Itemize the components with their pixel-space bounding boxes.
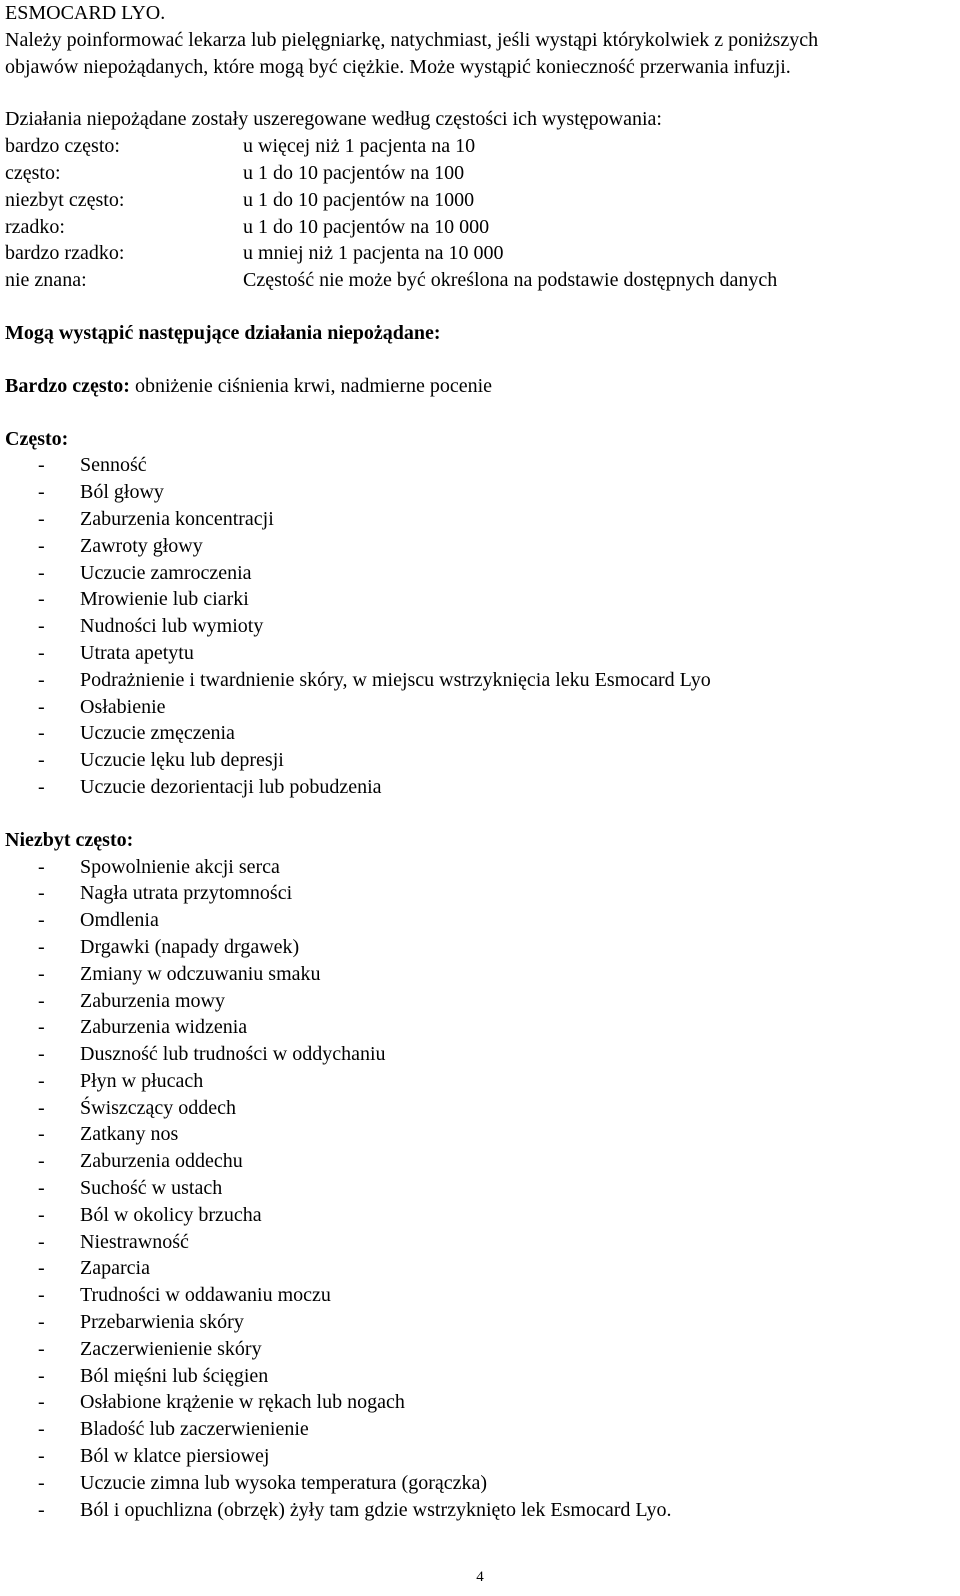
list-item-text: Ból w klatce piersiowej (80, 1445, 270, 1468)
list-item (5, 1175, 955, 1202)
list-item (5, 479, 955, 506)
dash-bullet: - (38, 775, 45, 798)
frequency-row (5, 267, 955, 294)
frequency-section (5, 106, 955, 294)
list-item (5, 1443, 955, 1470)
common-effects-list (5, 452, 955, 800)
list-item-text: Przebarwienia skóry (80, 1311, 244, 1334)
dash-bullet: - (38, 1043, 45, 1066)
list-item (5, 774, 955, 801)
dash-bullet: - (38, 962, 45, 985)
dash-bullet: - (38, 935, 45, 958)
dash-bullet: - (38, 1123, 45, 1146)
list-item (5, 988, 955, 1015)
dash-bullet: - (38, 909, 45, 932)
dash-bullet: - (38, 1177, 45, 1200)
list-item-text: Zaburzenia widzenia (80, 1016, 248, 1039)
common-heading: Często: (5, 427, 69, 450)
list-item (5, 1014, 955, 1041)
list-item-text: Uczucie zmęczenia (80, 722, 235, 745)
list-item-text: Zaparcia (80, 1257, 150, 1280)
dash-bullet: - (38, 1230, 45, 1253)
frequency-desc: Częstość nie może być określona na podstawie dostępnych danych (243, 269, 778, 292)
list-item-text: Zaburzenia mowy (80, 989, 225, 1012)
list-item-text: Osłabienie (80, 695, 166, 718)
list-item-text: Nudności lub wymioty (80, 615, 264, 638)
list-item-text: Drgawki (napady drgawek) (80, 935, 300, 958)
dash-bullet: - (38, 481, 45, 504)
dash-bullet: - (38, 989, 45, 1012)
dash-bullet: - (38, 1471, 45, 1494)
uncommon-effects-list (5, 854, 955, 1524)
list-item-text: Bladość lub zaczerwienienie (80, 1418, 309, 1441)
list-item (5, 1282, 955, 1309)
dash-bullet: - (38, 1257, 45, 1280)
list-item (5, 1255, 955, 1282)
list-item-text: Suchość w ustach (80, 1177, 223, 1200)
dash-bullet: - (38, 882, 45, 905)
uncommon-heading: Niezbyt często: (5, 828, 134, 851)
list-item (5, 613, 955, 640)
frequency-desc: u mniej niż 1 pacjenta na 10 000 (243, 242, 504, 265)
list-item-text: Uczucie zimna lub wysoka temperatura (gorączka) (80, 1471, 488, 1494)
list-item-text: Zaczerwienienie skóry (80, 1337, 262, 1360)
list-item (5, 667, 955, 694)
list-item-text: Podrażnienie i twardnienie skóry, w miejscu wstrzyknięcia leku Esmocard Lyo (80, 668, 711, 691)
list-item (5, 452, 955, 479)
frequency-term: niezbyt często: (5, 188, 125, 211)
page-number: 4 (476, 1569, 484, 1585)
dash-bullet: - (38, 1150, 45, 1173)
list-item-text: Zatkany nos (80, 1123, 179, 1146)
very-common-text: obniżenie ciśnienia krwi, nadmierne pocenie (129, 374, 493, 397)
list-item (5, 1041, 955, 1068)
frequency-row (5, 240, 955, 267)
frequency-term: bardzo często: (5, 135, 120, 158)
frequency-term: bardzo rzadko: (5, 242, 125, 265)
list-item-text: Zaburzenia oddechu (80, 1150, 243, 1173)
dash-bullet: - (38, 1337, 45, 1360)
list-item-text: Zaburzenia koncentracji (80, 507, 274, 530)
list-item (5, 880, 955, 907)
dash-bullet: - (38, 1498, 45, 1521)
list-item-text: Nagła utrata przytomności (80, 882, 293, 905)
list-item-text: Duszność lub trudności w oddychaniu (80, 1043, 386, 1066)
list-item (5, 907, 955, 934)
dash-bullet: - (38, 1096, 45, 1119)
dash-bullet: - (38, 1418, 45, 1441)
dash-bullet: - (38, 722, 45, 745)
dash-bullet: - (38, 749, 45, 772)
list-item (5, 934, 955, 961)
title-line: ESMOCARD LYO. (5, 2, 166, 24)
list-item-text: Omdlenia (80, 909, 159, 932)
dash-bullet: - (38, 695, 45, 718)
list-item (5, 1470, 955, 1497)
list-item-text: Utrata apetytu (80, 641, 194, 664)
list-item (5, 1309, 955, 1336)
list-item (5, 1095, 955, 1122)
list-item (5, 1497, 955, 1524)
list-item-text: Osłabione krążenie w rękach lub nogach (80, 1391, 405, 1414)
list-item (5, 506, 955, 533)
list-item (5, 640, 955, 667)
frequency-table (5, 133, 955, 294)
list-item (5, 720, 955, 747)
very-common-label: Bardzo często: (5, 374, 130, 397)
list-item-text: Uczucie lęku lub depresji (80, 749, 284, 772)
list-item (5, 1068, 955, 1095)
list-item (5, 1229, 955, 1256)
frequency-row (5, 187, 955, 214)
dash-bullet: - (38, 1069, 45, 1092)
list-item-text: Uczucie zamroczenia (80, 561, 252, 584)
frequency-term: rzadko: (5, 215, 65, 238)
frequency-intro: Działania niepożądane zostały uszeregowane według częstości ich występowania: (5, 108, 662, 131)
dash-bullet: - (38, 1364, 45, 1387)
list-item (5, 560, 955, 587)
list-item-text: Mrowienie lub ciarki (80, 588, 249, 611)
list-item (5, 1202, 955, 1229)
frequency-desc: u 1 do 10 pacjentów na 100 (243, 161, 465, 184)
list-item-text: Trudności w oddawaniu moczu (80, 1284, 331, 1307)
very-common-paragraph (5, 373, 955, 400)
list-item (5, 1148, 955, 1175)
dash-bullet: - (38, 454, 45, 477)
list-item (5, 1416, 955, 1443)
dash-bullet: - (38, 561, 45, 584)
document-page (5, 0, 955, 1523)
dash-bullet: - (38, 1016, 45, 1039)
list-item (5, 1363, 955, 1390)
warning-line-1: Należy poinformować lekarza lub pielęgniarkę, natychmiast, jeśli wystąpi którykolwiek z poniższych (5, 28, 819, 51)
list-item (5, 1121, 955, 1148)
dash-bullet: - (38, 1445, 45, 1468)
frequency-row (5, 160, 955, 187)
list-item (5, 854, 955, 881)
warning-line-2: objawów niepożądanych, które mogą być ciężkie. Może wystąpić konieczność przerwania infuzji. (5, 55, 791, 78)
list-item (5, 694, 955, 721)
dash-bullet: - (38, 1203, 45, 1226)
list-item-text: Niestrawność (80, 1230, 189, 1253)
list-item-text: Świszczący oddech (80, 1096, 237, 1119)
frequency-desc: u 1 do 10 pacjentów na 1000 (243, 188, 475, 211)
list-item (5, 747, 955, 774)
dash-bullet: - (38, 507, 45, 530)
effects-heading: Mogą wystąpić następujące działania niepożądane: (5, 321, 441, 344)
frequency-term: nie znana: (5, 269, 87, 292)
list-item (5, 961, 955, 988)
list-item-text: Ból i opuchlizna (obrzęk) żyły tam gdzie wstrzyknięto lek Esmocard Lyo. (80, 1498, 672, 1521)
list-item (5, 533, 955, 560)
list-item (5, 1336, 955, 1363)
list-item-text: Senność (80, 454, 147, 477)
dash-bullet: - (38, 855, 45, 878)
frequency-row (5, 133, 955, 160)
dash-bullet: - (38, 588, 45, 611)
dash-bullet: - (38, 668, 45, 691)
list-item-text: Zawroty głowy (80, 534, 203, 557)
dash-bullet: - (38, 534, 45, 557)
list-item-text: Płyn w płucach (80, 1069, 204, 1092)
list-item-text: Ból w okolicy brzucha (80, 1203, 262, 1226)
list-item-text: Zmiany w odczuwaniu smaku (80, 962, 321, 985)
frequency-desc: u 1 do 10 pacjentów na 10 000 (243, 215, 490, 238)
dash-bullet: - (38, 615, 45, 638)
frequency-term: często: (5, 161, 61, 184)
list-item-text: Uczucie dezorientacji lub pobudzenia (80, 775, 382, 798)
list-item-text: Ból mięśni lub ścięgien (80, 1364, 269, 1387)
intro-block (5, 0, 955, 80)
dash-bullet: - (38, 641, 45, 664)
dash-bullet: - (38, 1391, 45, 1414)
list-item (5, 586, 955, 613)
dash-bullet: - (38, 1311, 45, 1334)
list-item-text: Ból głowy (80, 481, 164, 504)
list-item-text: Spowolnienie akcji serca (80, 855, 280, 878)
list-item (5, 1389, 955, 1416)
frequency-desc: u więcej niż 1 pacjenta na 10 (243, 135, 476, 158)
dash-bullet: - (38, 1284, 45, 1307)
frequency-row (5, 214, 955, 241)
